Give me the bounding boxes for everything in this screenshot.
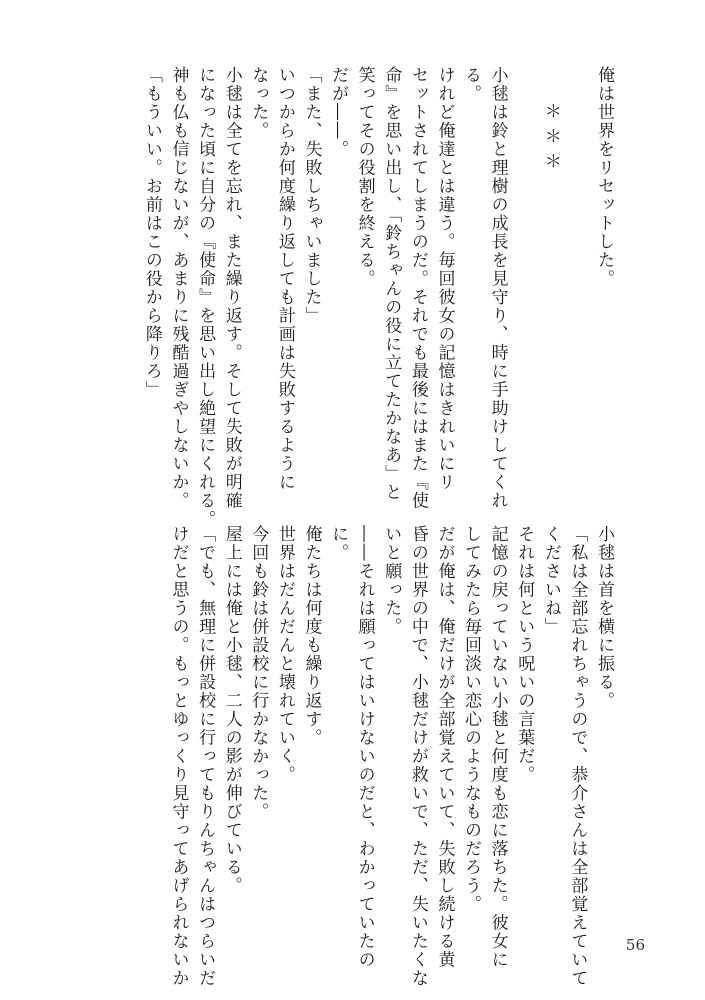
text-block-bottom [17, 525, 617, 988]
text-line: 笑ってその役割を終える。 [354, 66, 375, 288]
blank-line [511, 66, 538, 466]
text-line: 俺は世界をリセットした。 [594, 66, 614, 288]
text-line: に。 [328, 525, 349, 562]
text-line: それは何という呪いの言葉だ。 [514, 525, 535, 784]
text-line: 「もういい。お前はこの役から降りろ」 [141, 66, 162, 399]
text-line: 「でも、無理に併設校に行ってもりんちゃんはつらいだ [195, 525, 216, 988]
text-line: 俺たちは何度も繰り返す。 [301, 525, 322, 747]
text-line: 屋上には俺と小毬、二人の影が伸びている。 [221, 525, 242, 895]
text-line: けれど俺達とは違う。毎回彼女の記憶はきれいにリ [434, 66, 455, 492]
section-break: ＊＊＊ [540, 102, 561, 177]
page-number: 56 [625, 936, 645, 954]
text-line: くださいね」 [540, 525, 561, 636]
text-line: 「また、失敗しちゃいました」 [301, 66, 322, 325]
text-block-top [17, 66, 617, 529]
text-line: 神も仏も信じないが、あまりに残酷過ぎやしないか。 [168, 66, 189, 510]
text-line: 小毬は鈴と理樹の成長を見守り、時に手助けしてくれ [487, 66, 508, 510]
text-line: 昏の世界の中で、小毬だけが救いで、ただ、失いたくな [407, 525, 428, 988]
text-line: 世界はだんだんと壊れていく。 [274, 525, 295, 784]
text-line: してみたら毎回淡い恋心のようなものだろう。 [461, 525, 482, 914]
text-line: 小毬は全てを忘れ、また繰り返す。そして失敗が明確 [221, 66, 242, 510]
blank-line [564, 66, 591, 466]
text-line: けだと思うの。もっとゆっくり見守ってあげられないか [168, 525, 189, 988]
text-line: る。 [461, 66, 482, 103]
text-line: 「私は全部忘れちゃうので、恭介さんは全部覚えていて [567, 525, 588, 988]
text-line: 命』を思い出し、「鈴ちゃんの役に立てたかなあ」と [381, 66, 402, 502]
text-line: だが俺は、俺だけが全部覚えていて、失敗し続ける黄 [434, 525, 455, 969]
text-line: なった。 [248, 66, 269, 140]
text-line: 小毬は首を横に振る。 [594, 525, 614, 710]
text-line: いつからか何度繰り返しても計画は失敗するように [274, 66, 295, 492]
text-line: ――それは願ってはいけないのだと、わかっていたの [354, 525, 375, 969]
text-line: セットされてしまうのだ。それでも最後にはまた『使 [407, 66, 428, 510]
text-line: だが――。 [328, 66, 349, 159]
text-line: いと願った。 [381, 525, 402, 636]
text-line: になった頃に自分の『使命』を思い出し絶望にくれる。 [195, 66, 216, 529]
text-line: 記憶の戻っていない小毬と何度も恋に落ちた。彼女に [487, 525, 508, 969]
text-line: 今回も鈴は併設校に行かなかった。 [248, 525, 269, 821]
